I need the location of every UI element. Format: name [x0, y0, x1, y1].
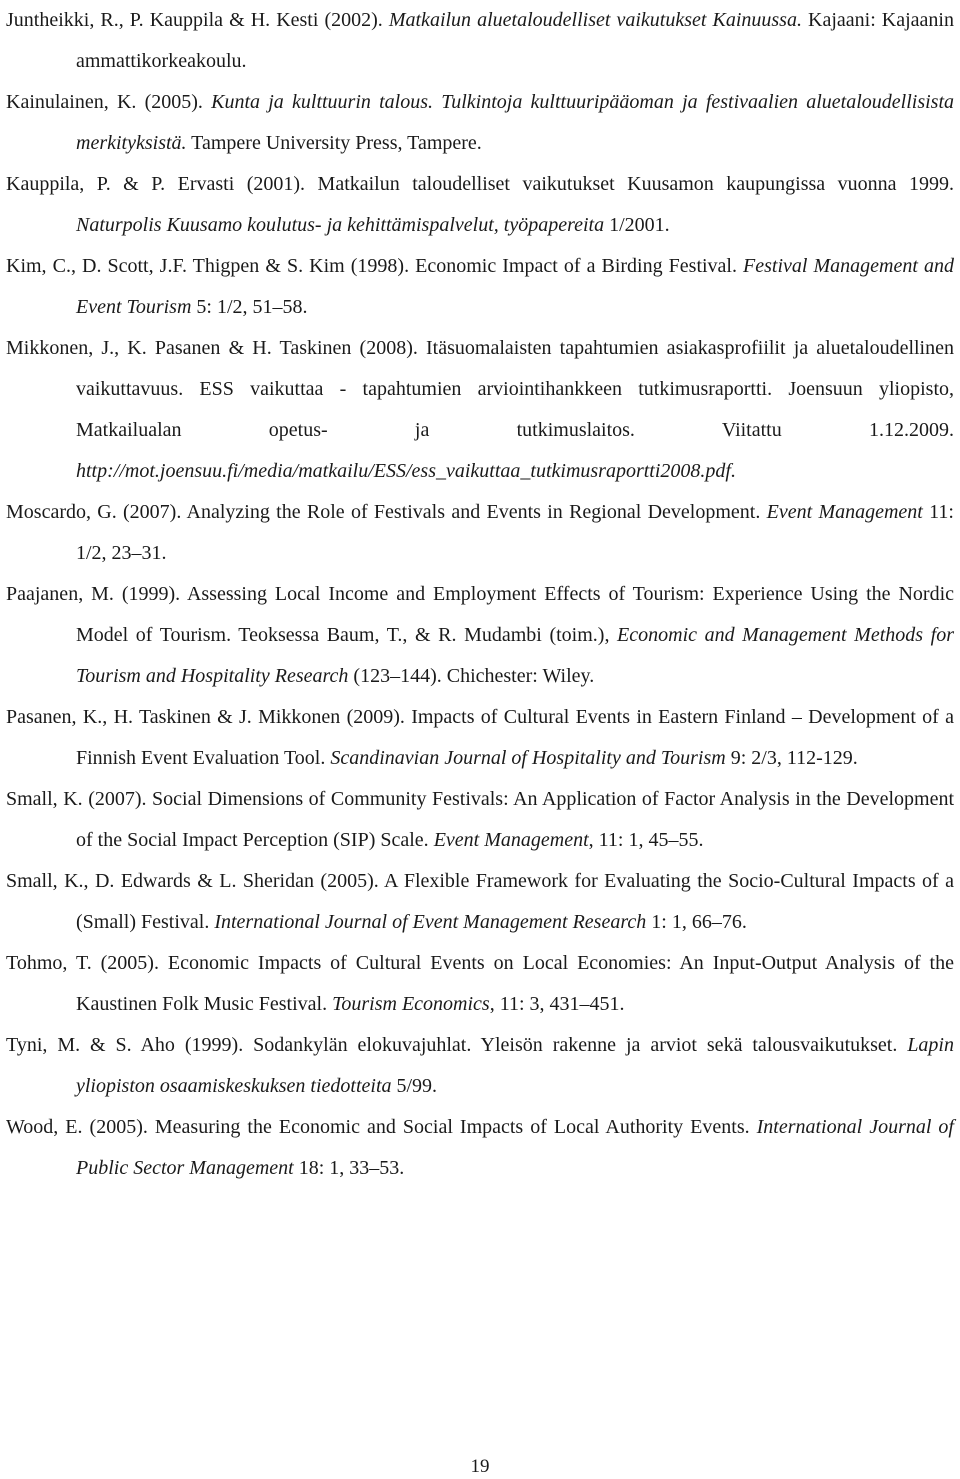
reference-italic-text: Tourism Economics	[332, 993, 490, 1015]
reference-text: Kim, C., D. Scott, J.F. Thigpen & S. Kim (1998). Economic Impact of a Birding Festival.	[6, 255, 744, 277]
reference-list	[6, 0, 954, 1189]
reference-text: 1: 1, 66–76.	[646, 911, 747, 933]
reference-entry	[6, 697, 954, 779]
reference-text: Moscardo, G. (2007). Analyzing the Role of Festivals and Events in Regional Development.	[6, 501, 767, 523]
reference-text: Paajanen, M. (1999). Assessing Local Income and Employment Effects of Tourism: Experience Using the Nordic Model of Tourism. Teoksessa Baum, T., & R. Mudambi (toim.),	[6, 583, 954, 646]
reference-italic-text: Festival Management and Event Tourism	[76, 255, 954, 318]
reference-text: Small, K. (2007). Social Dimensions of Community Festivals: An Application of Factor Analysis in the Development of the Social Impact Perception (SIP) Scale.	[6, 788, 954, 851]
reference-entry	[6, 492, 954, 574]
reference-text: Tohmo, T. (2005). Economic Impacts of Cultural Events on Local Economies: An Input-Output Analysis of the Kaustinen Folk Music Festival.	[6, 952, 954, 1015]
reference-italic-text: Scandinavian Journal of Hospitality and Tourism	[330, 747, 726, 769]
reference-italic-text: Naturpolis Kuusamo koulutus- ja kehittämispalvelut, työpapereita	[76, 214, 605, 236]
reference-italic-text: International Journal of Event Management Research	[214, 911, 647, 933]
reference-italic-text: Kunta ja kulttuurin talous. Tulkintoja kulttuuripääoman ja festivaalien aluetaloudellisista merkityksistä.	[76, 91, 955, 154]
reference-italic-text: Economic and Management Methods for Tourism and Hospitality Research	[76, 624, 954, 687]
reference-italic-text: Event Management	[766, 501, 923, 523]
reference-text: Small, K., D. Edwards & L. Sheridan (2005). A Flexible Framework for Evaluating the Socio-Cultural Impacts of a (Small) Festival.	[6, 870, 954, 933]
reference-text: Kainulainen, K. (2005).	[6, 91, 212, 113]
reference-entry	[6, 574, 954, 697]
reference-text: 5: 1/2, 51–58.	[191, 296, 308, 318]
reference-text: (123–144). Chichester: Wiley.	[348, 665, 595, 687]
reference-entry	[6, 82, 954, 164]
reference-entry	[6, 1107, 954, 1189]
reference-entry	[6, 164, 954, 246]
reference-italic-text: http://mot.joensuu.fi/media/matkailu/ESS/ess_vaikuttaa_tutkimusraportti2008.pdf.	[76, 460, 736, 482]
reference-text: 1/2001.	[604, 214, 670, 236]
reference-text: , 11: 3, 431–451.	[489, 993, 625, 1015]
reference-text: Wood, E. (2005). Measuring the Economic and Social Impacts of Local Authority Events.	[6, 1116, 757, 1138]
reference-entry	[6, 1025, 954, 1107]
reference-text: 11: 1/2, 23–31.	[76, 501, 954, 564]
page-number: 19	[470, 1456, 490, 1477]
reference-italic-text: Event Management	[433, 829, 589, 851]
reference-entry	[6, 943, 954, 1025]
reference-entry	[6, 246, 954, 328]
reference-text: Mikkonen, J., K. Pasanen & H. Taskinen (2008). Itäsuomalaisten tapahtumien asiakasprofiilit ja aluetaloudellinen vaikuttavuus. ESS vaikuttaa - tapahtumien arviointihankkeen tutkimusraportti. Joensuun yliopisto, Matkailualan opetus- ja tutkimuslaitos. Viitattu 1.12.2009.	[6, 337, 954, 441]
reference-text: Tampere University Press, Tampere.	[186, 132, 482, 154]
reference-entry	[6, 0, 954, 82]
reference-text: Juntheikki, R., P. Kauppila & H. Kesti (2002).	[6, 9, 389, 31]
reference-italic-text: Matkailun aluetaloudelliset vaikutukset Kainuussa.	[388, 9, 802, 31]
reference-text: 18: 1, 33–53.	[293, 1157, 405, 1179]
reference-text: , 11: 1, 45–55.	[588, 829, 704, 851]
reference-entry	[6, 861, 954, 943]
reference-entry	[6, 779, 954, 861]
reference-text: Kajaani: Kajaanin ammattikorkeakoulu.	[76, 9, 954, 72]
reference-text: Kauppila, P. & P. Ervasti (2001). Matkailun taloudelliset vaikutukset Kuusamon kaupungissa vuonna 1999.	[6, 173, 954, 195]
reference-text: 5/99.	[391, 1075, 438, 1097]
reference-italic-text: International Journal of Public Sector Management	[76, 1116, 954, 1179]
reference-text: Tyni, M. & S. Aho (1999). Sodankylän elokuvajuhlat. Yleisön rakenne ja arviot sekä talousvaikutukset.	[6, 1034, 908, 1056]
reference-entry	[6, 328, 954, 492]
reference-text: Pasanen, K., H. Taskinen & J. Mikkonen (2009). Impacts of Cultural Events in Eastern Finland – Development of a Finnish Event Evaluation Tool.	[6, 706, 954, 769]
reference-italic-text: Lapin yliopiston osaamiskeskuksen tiedotteita	[76, 1034, 954, 1097]
reference-text: 9: 2/3, 112-129.	[725, 747, 858, 769]
